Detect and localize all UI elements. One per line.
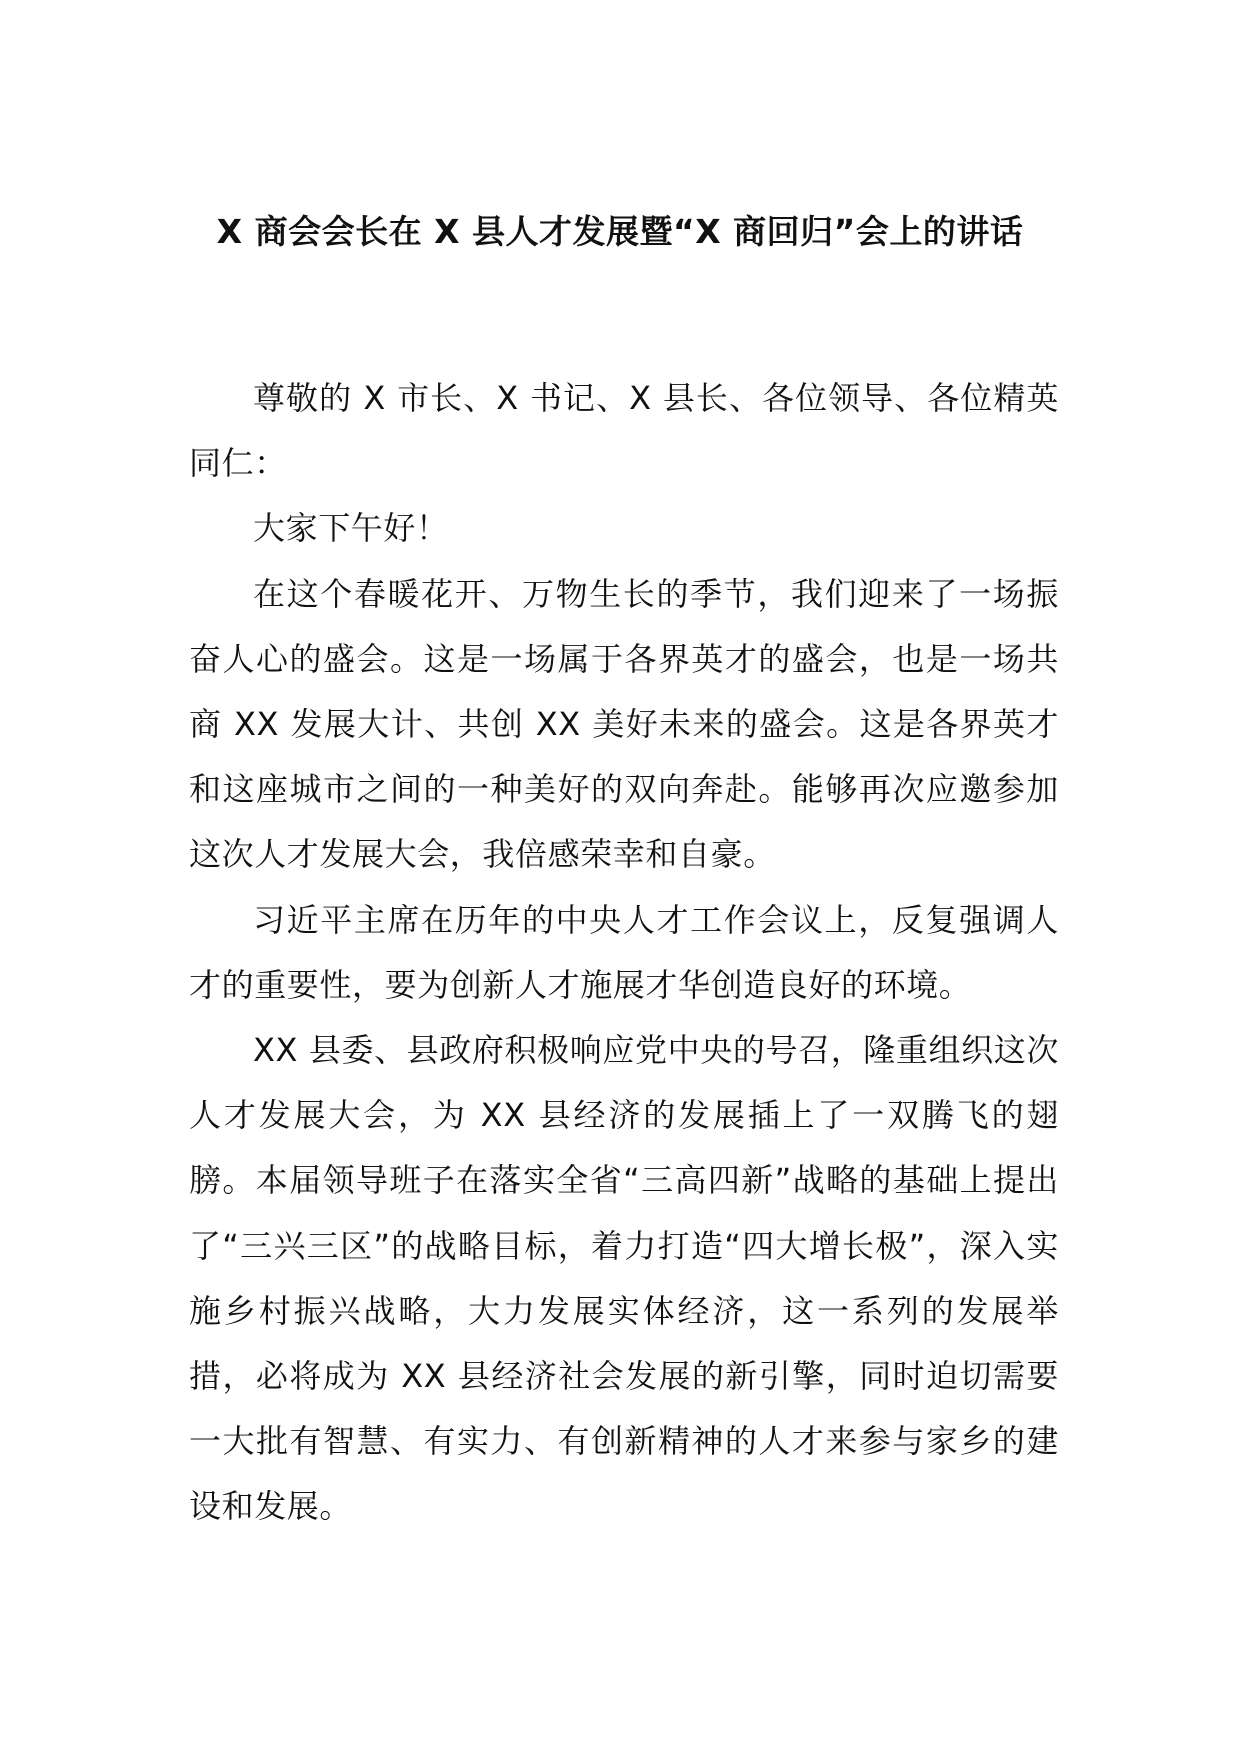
body-paragraph: XX 县委、县政府积极响应党中央的号召，隆重组织这次人才发展大会，为 XX 县经济的发展插上了一双腾飞的翅膀。本届领导班子在落实全省“三高四新”战略的基础上提出了“三兴三区”的战略目标，着力打造“四大增长极”，深入实施乡村振兴战略，大力发展实体经济，这一系列的发展举措，必将成为 XX 县经济社会发展的新引擎，同时迫切需要一大批有智慧、有实力、有创新精神的人才来参与家乡的建设和发展。 [189, 1031, 1059, 1526]
document-body [189, 366, 1059, 1540]
document-title: X 商会会长在 X 县人才发展暨“X 商回归”会上的讲话 [216, 212, 1024, 251]
body-paragraph: 在这个春暖花开、万物生长的季节，我们迎来了一场振奋人心的盛会。这是一场属于各界英才的盛会，也是一场共商 XX 发展大计、共创 XX 美好未来的盛会。这是各界英才和这座城市之间的一种美好的双向奔赴。能够再次应邀参加这次人才发展大会，我倍感荣幸和自豪。 [189, 574, 1059, 874]
greeting-paragraph: 大家下午好！ [253, 509, 449, 548]
salutation-paragraph: 尊敬的 X 市长、X 书记、X 县长、各位领导、各位精英同仁： [189, 379, 1059, 483]
body-paragraph: 习近平主席在历年的中央人才工作会议上，反复强调人才的重要性，要为创新人才施展才华创造良好的环境。 [189, 900, 1059, 1004]
